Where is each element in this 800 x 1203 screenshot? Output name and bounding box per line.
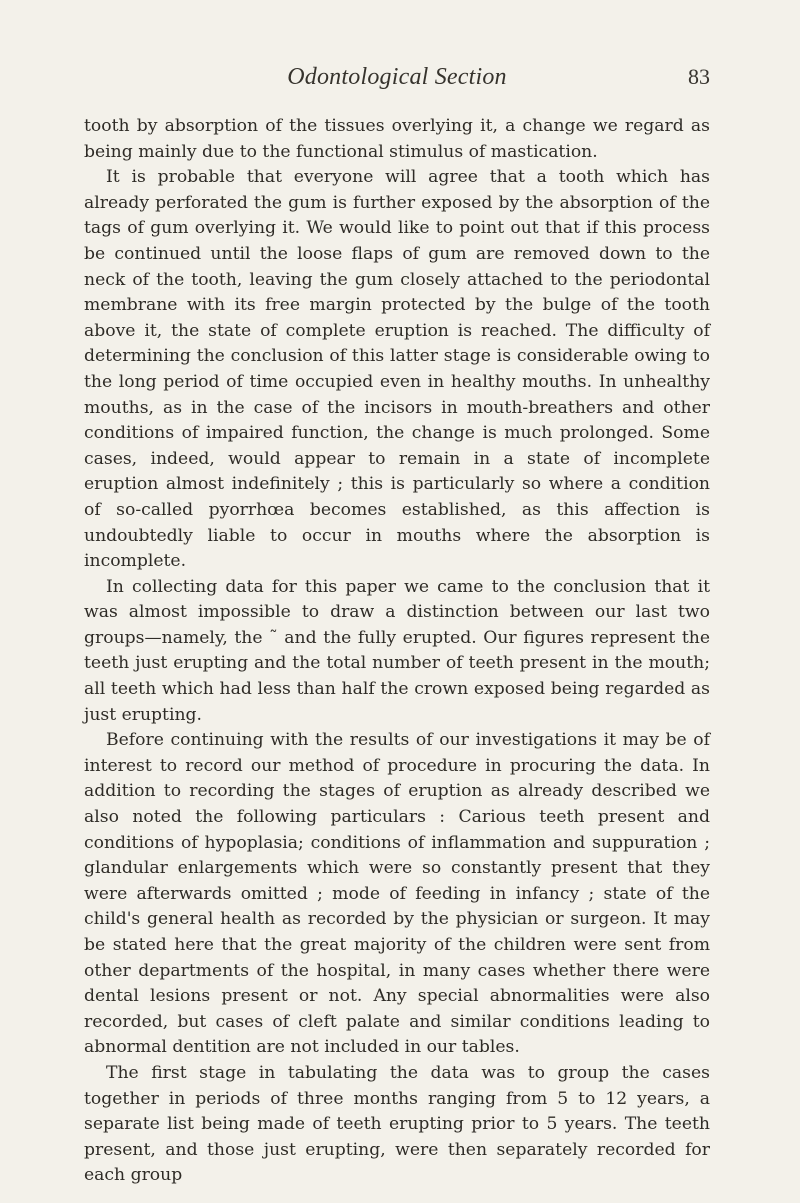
page-number: 83 xyxy=(688,64,710,89)
running-title: Odontological Section xyxy=(287,64,507,90)
paragraph: It is probable that everyone will agree that a tooth which has already perforated the gum is further exposed by the absorption of the tags of gum overlying it. We would like to point out that if this process be continued until the loose flaps of gum are removed down to the neck of the tooth, leaving the gum closely attached to the periodontal membrane with its free margin protected by the bulge of the tooth above it, the state of complete eruption is reached. The difficulty of determining the conclusion of this latter stage is considerable owing to the long period of time occupied even in healthy mouths. In unhealthy mouths, as in the case of the incisors in mouth-breathers and other conditions of impaired function, the change is much prolonged. Some cases, indeed, would appear to remain in a state of incomplete eruption almost indefinitely ; this is particularly so where a condition of so-called pyorrhœa becomes established, as this affection is undoubtedly liable to occur in mouths where the absorption is incomplete. xyxy=(84,167,710,572)
running-head xyxy=(84,62,710,92)
body-text xyxy=(84,114,710,1189)
paragraph: In collecting data for this paper we came to the conclusion that it was almost impossible to draw a distinction between our last two groups—namely, the ˜ and the fully erupted. Our figures represent the teeth just erupting and the total number of teeth present in the mouth; all teeth which had less than half the crown exposed being regarded as just erupting. xyxy=(84,576,710,725)
paragraph: Before continuing with the results of our investigations it may be of interest to record our method of procedure in procuring the data. In addition to recording the stages of eruption as already described we also noted the following particulars : Carious teeth present and conditions of hypoplasia; conditions of inflammation and suppuration ; glandular enlargements which were so constantly present that they were afterwards omitted ; mode of feeding in infancy ; state of the child's general health as recorded by the physician or surgeon. It may be stated here that the great majority of the children were sent from other departments of the hospital, in many cases whether there were dental lesions present or not. Any special abnormalities were also recorded, but cases of cleft palate and similar conditions leading to abnormal dentition are not included in our tables. xyxy=(84,730,710,1058)
paragraph-continued: tooth by absorption of the tissues overlying it, a change we regard as being mainly due to the functional stimulus of mastication. xyxy=(84,116,710,162)
paragraph: The first stage in tabulating the data was to group the cases together in periods of three months ranging from 5 to 12 years, a separate list being made of teeth erupting prior to 5 years. The teeth present, and those just erupting, were then separately recorded for each group xyxy=(84,1062,710,1186)
